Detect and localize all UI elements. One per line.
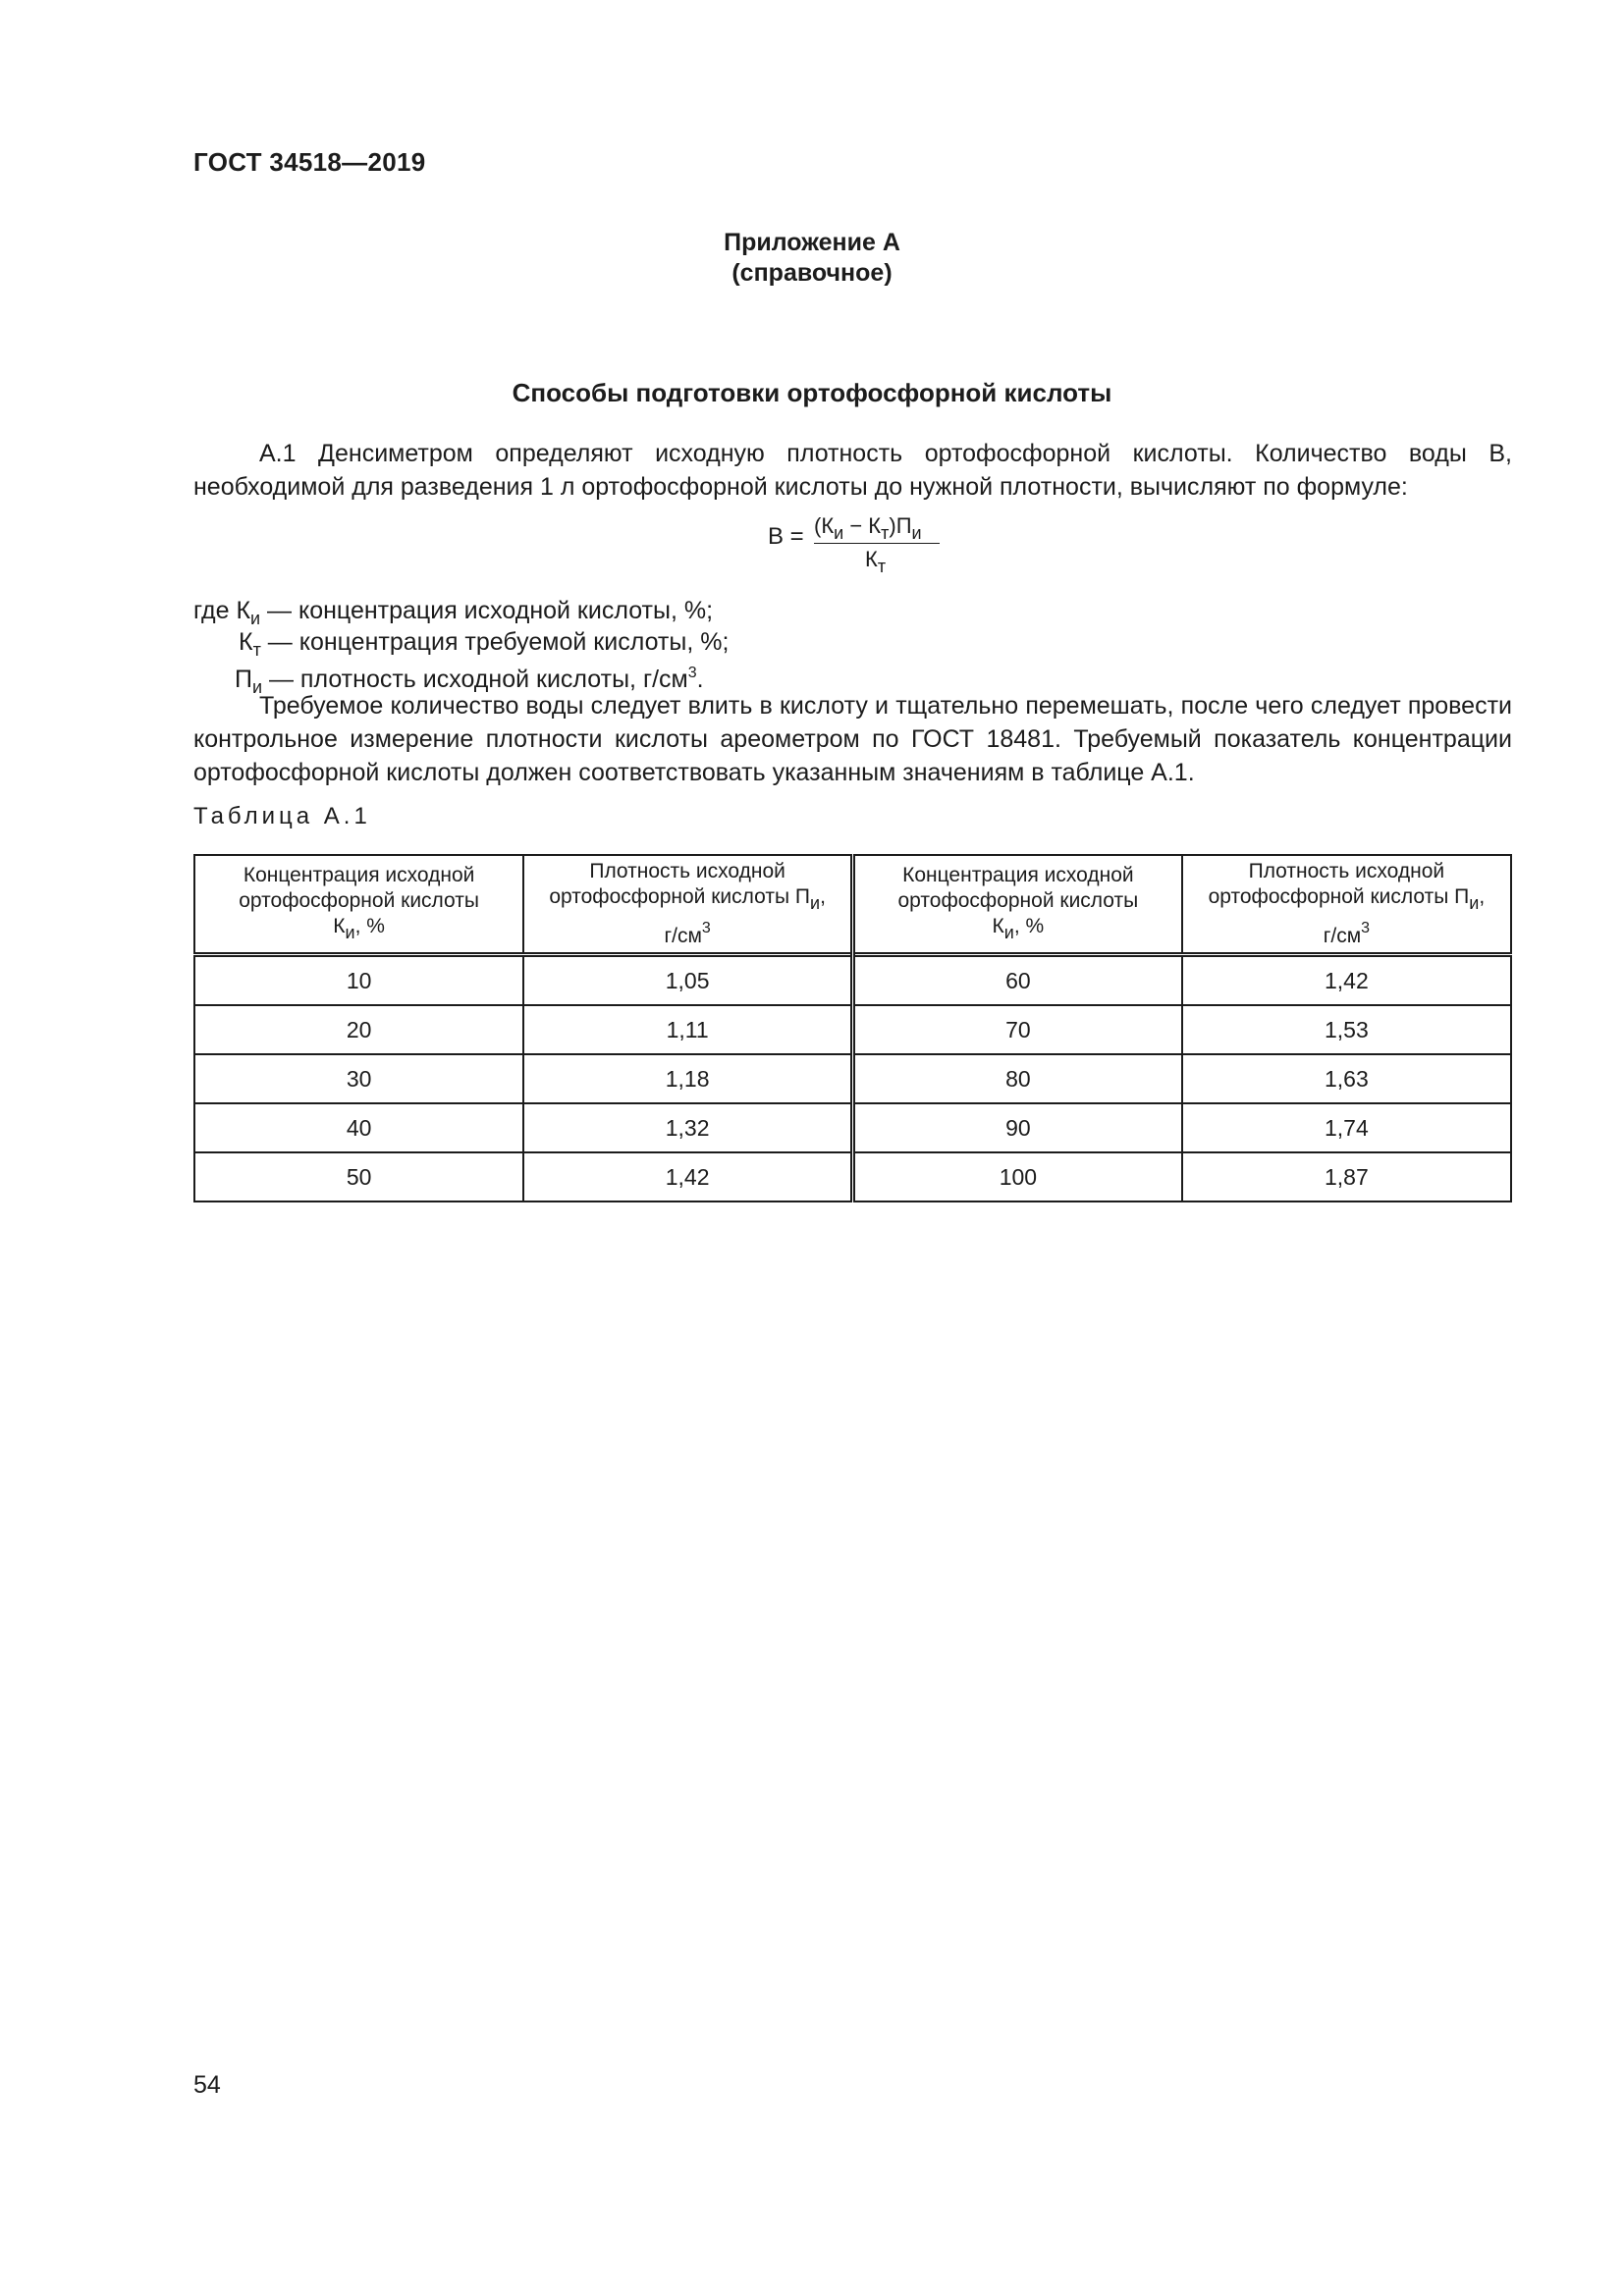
cell-density: 1,42 [1182,955,1511,1006]
header-density: Плотность исходной ортофосфорной кислоты Пи, $г/см^3$ [523,855,852,955]
table-row [194,1152,1511,1201]
section-title: Способы подготовки ортофосфорной кислоты [512,378,1112,407]
header-concentration-2: Концентрация исходной ортофосфорной кислоты Ки, % [853,855,1182,955]
formula-denominator: $К_т$ [865,547,887,576]
cell-density: 1,05 [523,955,852,1006]
appendix-title: Приложение А [724,229,900,256]
cell-concentration: 30 [194,1054,523,1103]
page-number: 54 [193,2071,221,2099]
fraction-bar [814,543,940,544]
table-caption: Таблица А.1 [193,803,371,829]
appendix-kind: (справочное) [731,259,893,287]
table-header-row [194,855,1511,955]
cell-density: 1,63 [1182,1054,1511,1103]
cell-density: 1,42 [523,1152,852,1201]
legend-kt: $К_т$ — концентрация требуемой кислоты, %; [239,628,730,660]
cell-density: 1,74 [1182,1103,1511,1152]
cell-density: 1,32 [523,1103,852,1152]
cell-concentration: 20 [194,1005,523,1054]
cell-concentration: 70 [853,1005,1182,1054]
cell-density: 1,87 [1182,1152,1511,1201]
cell-density: 1,11 [523,1005,852,1054]
formula-numerator: $(К_и - К_т)П_и$ [814,513,922,543]
paragraph-a1: А.1 Денсиметром определяют исходную плотность ортофосфорной кислоты. Количество воды В, необходимой для разведения 1 л ортофосфорной кислоты до нужной плотности, вычисляют по формуле: [193,440,1512,501]
cell-concentration: 40 [194,1103,523,1152]
cell-concentration: 50 [194,1152,523,1201]
legend-pi: $П_и$ — плотность исходной кислоты, $г/см^3$. [235,665,704,697]
density-table [193,854,1512,1202]
table-row [194,1005,1511,1054]
header-density-2: Плотность исходной ортофосфорной кислоты Пи, $г/см^3$ [1182,855,1511,955]
table-row [194,1103,1511,1152]
formula-lhs: В = [768,523,804,550]
header-concentration: Концентрация исходной ортофосфорной кислоты Ки, % [194,855,523,955]
cell-density: 1,53 [1182,1005,1511,1054]
cell-concentration: 100 [853,1152,1182,1201]
table-row [194,955,1511,1006]
table-row [194,1054,1511,1103]
cell-density: 1,18 [523,1054,852,1103]
cell-concentration: 60 [853,955,1182,1006]
legend-ki: где $К_и$ — концентрация исходной кислоты, %; [193,597,714,628]
cell-concentration: 90 [853,1103,1182,1152]
cell-concentration: 10 [194,955,523,1006]
document-header: ГОСТ 34518—2019 [193,147,426,177]
paragraph-2: Требуемое количество воды следует влить в кислоту и тщательно перемешать, после чего следует провести контрольное измерение плотности кислоты ареометром по ГОСТ 18481. Требуемый показатель концентрации ортофосфорной кислоты должен соответствовать указанным значениям в таблице А.1. [193,692,1512,786]
cell-concentration: 80 [853,1054,1182,1103]
